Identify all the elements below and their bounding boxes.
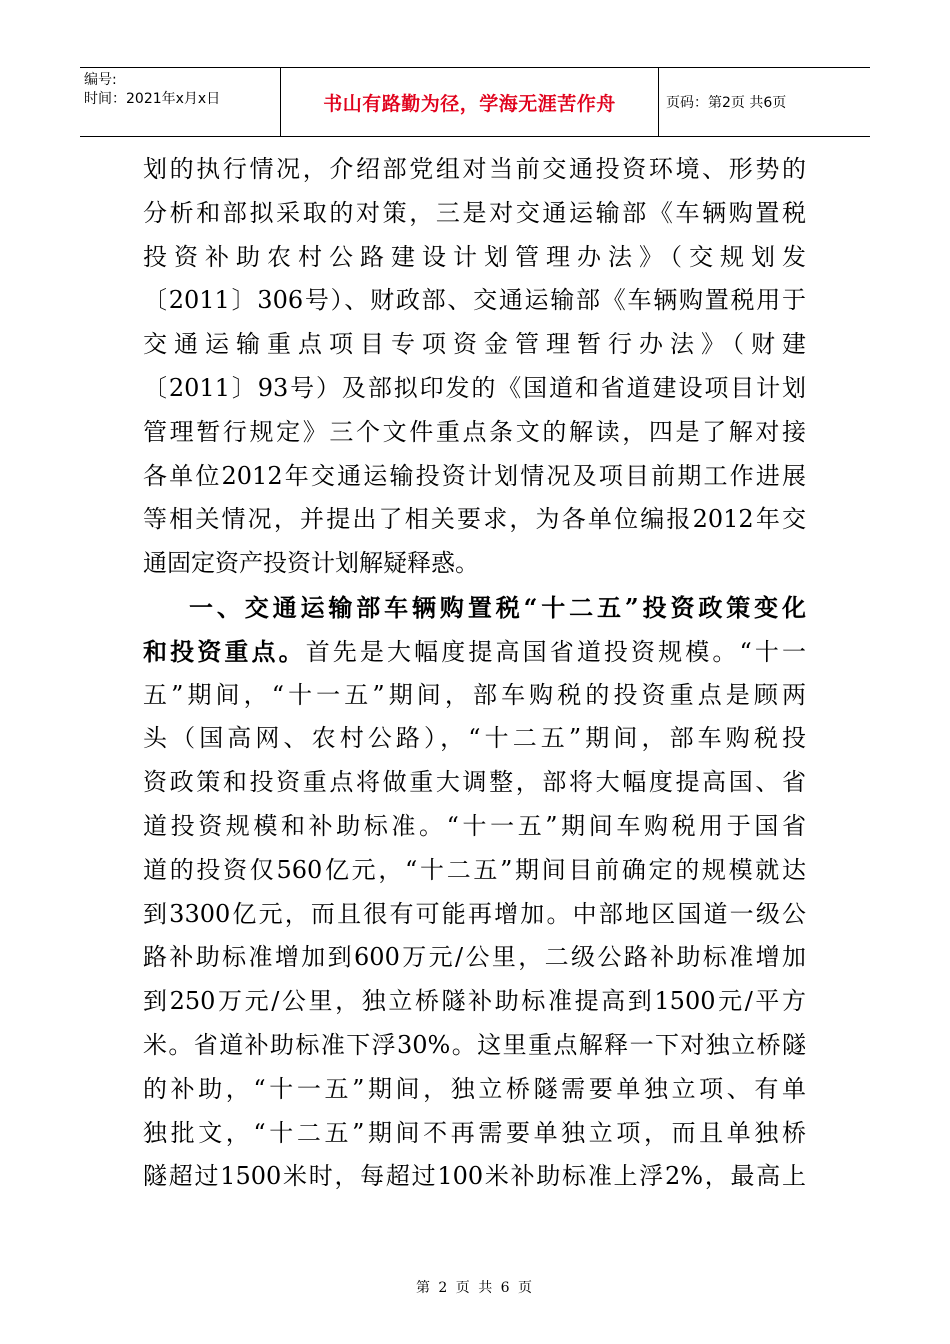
section-line: 到3300亿元，而且很有可能再增加。中部地区国道一级公	[143, 899, 806, 928]
section-line: 道的投资仅560亿元，“十二五”期间目前确定的规模就达	[143, 855, 806, 884]
section-heading-continued: 和投资重点。	[143, 636, 306, 666]
page-footer: 第 2 页 共 6 页	[415, 1280, 535, 1296]
section-first-line	[143, 630, 806, 674]
section-line: 道投资规模和补助标准。“十一五”期间车购税用于国省	[143, 811, 806, 840]
section-line: 头（国高网、农村公路），“十二五”期间，部车购税投	[143, 724, 806, 753]
body-line: 通固定资产投资计划解疑释惑。	[143, 549, 479, 578]
header-slogan-cell	[281, 68, 659, 136]
body-line: 管理暂行规定》三个文件重点条文的解读，四是了解对接	[143, 417, 806, 446]
number-label: 编号:	[84, 72, 117, 88]
body-line: 划的执行情况，介绍部党组对当前交通投资环境、形势的	[143, 155, 806, 183]
body-line: 投资补助农村公路建设计划管理办法》（交规划发	[143, 242, 806, 271]
time-label: 时间：2021年x月x日	[84, 91, 221, 107]
body-line: 〔2011〕93号）及部拟印发的《国道和省道建设项目计划	[143, 373, 806, 402]
section-line: 资政策和投资重点将做重大调整，部将大幅度提高国、省	[143, 768, 806, 797]
section-line: 五”期间，“十一五”期间，部车购税的投资重点是顾两	[143, 680, 806, 709]
section-heading: 一、交通运输部车辆购置税“十二五”投资政策变化	[189, 592, 806, 622]
section-line: 到250万元/公里，独立桥隧补助标准提高到1500元/平方	[143, 987, 806, 1016]
body-line: 分析和部拟采取的对策，三是对交通运输部《车辆购置税	[143, 198, 806, 227]
body-line: 等相关情况，并提出了相关要求，为各单位编报2012年交	[143, 505, 806, 534]
section-line: 隧超过1500米时，每超过100米补助标准上浮2%，最高上	[143, 1162, 806, 1191]
header-page-cell	[659, 68, 870, 136]
section-first-line-text: 首先是大幅度提高国省道投资规模。“十一	[305, 637, 806, 666]
header-meta-cell	[80, 68, 281, 136]
body-line: 〔2011〕306号）、财政部、交通运输部《车辆购置税用于	[143, 286, 806, 315]
body-line: 交通运输重点项目专项资金管理暂行办法》（财建	[143, 330, 806, 359]
body-line: 各单位2012年交通运输投资计划情况及项目前期工作进展	[143, 461, 806, 490]
page-info: 页码：第2页 共6页	[666, 95, 787, 111]
section-line: 独批文，“十二五”期间不再需要单独立项，而且单独桥	[143, 1118, 806, 1147]
document-body	[143, 148, 806, 1199]
page-header	[80, 67, 870, 137]
slogan-text: 书山有路勤为径，学海无涯苦作舟	[323, 92, 616, 115]
section-line: 路补助标准增加到600万元/公里，二级公路补助标准增加	[143, 943, 806, 972]
section-line: 的补助，“十一五”期间，独立桥隧需要单独立项、有单	[143, 1074, 806, 1103]
section-line: 米。省道补助标准下浮30%。这里重点解释一下对独立桥隧	[143, 1030, 806, 1059]
